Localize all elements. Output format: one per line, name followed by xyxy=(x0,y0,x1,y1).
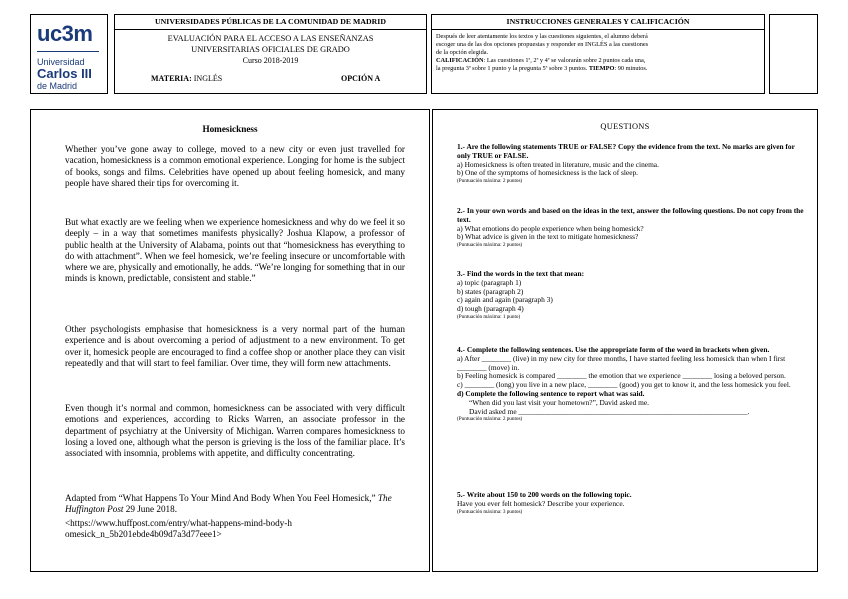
question-4-item-c: c) ________ (long) you live in a new place, ________ (good) you get to know it, and the less homesick you feel. xyxy=(457,380,791,390)
question-4-score: (Puntuación máxima: 2 puntos) xyxy=(457,416,523,423)
question-4-quote: “When did you last visit your hometown?”, David asked me. xyxy=(469,397,650,407)
university-heading: UNIVERSIDADES PÚBLICAS DE LA COMUNIDAD DE MADRID xyxy=(155,17,386,26)
source-date: 29 June 2018. xyxy=(123,504,178,515)
logo-line-2: Carlos III xyxy=(37,66,92,81)
subject-line xyxy=(151,74,222,83)
grading-line-2 xyxy=(436,65,647,72)
reading-title: Homesickness xyxy=(202,124,258,134)
instructions-box xyxy=(431,14,765,94)
question-1-score: (Puntuación máxima: 2 puntos) xyxy=(457,178,523,185)
option-label: OPCIÓN A xyxy=(341,74,381,83)
grading-text-1: : Las cuestiones 1ª, 2ª y 4ª se valorarán sobre 2 puntos cada una, xyxy=(483,57,646,64)
time-label: TIEMPO xyxy=(588,65,615,72)
source-text: Adapted from “What Happens To Your Mind And Body When You Feel Homesick,” xyxy=(65,493,378,503)
exam-header xyxy=(114,14,427,94)
logo-divider xyxy=(37,51,99,52)
logo-line-1: Universidad xyxy=(37,57,85,67)
question-2 xyxy=(457,207,807,249)
question-3-score: (Puntuación máxima: 1 punto) xyxy=(457,313,521,320)
question-3-item-d: d) tough (paragraph 4) xyxy=(457,304,524,314)
header-divider xyxy=(115,29,426,30)
instructions-divider xyxy=(432,29,764,30)
course-year: Curso 2018-2019 xyxy=(242,56,299,65)
source-url: <https://www.huffpost.com/entry/what-happens-mind-body-homesick_n_5b201ebde4b09d7a3d77eee1> xyxy=(65,518,292,540)
question-2-item-a: a) What emotions do people experience when being homesick? xyxy=(457,223,644,233)
question-2-prompt: 2.- In your own words and based on the ideas in the text, answer the following questions. Do not copy from the text. xyxy=(457,206,804,224)
question-5-topic: Have you ever felt homesick? Describe your experience. xyxy=(457,498,625,508)
grading-label: CALIFICACIÓN xyxy=(436,57,484,64)
grading-line-1 xyxy=(436,57,645,64)
question-4-item-d: d) Complete the following sentence to report what was said. xyxy=(457,388,645,398)
exam-title-line-1: EVALUACIÓN PARA EL ACCESO A LAS ENSEÑANZAS xyxy=(167,34,374,43)
question-3-item-a: a) topic (paragraph 1) xyxy=(457,277,522,287)
grading-text-2: la pregunta 3ª sobre 1 punto y la pregunta 5ª sobre 3 puntos. xyxy=(436,65,589,72)
instructions-line-3: de la opción elegida. xyxy=(436,49,489,56)
logo-line-3: de Madrid xyxy=(37,81,78,91)
source-publication: The Huffington Post xyxy=(65,493,392,515)
question-5-prompt: 5.- Write about 150 to 200 words on the following topic. xyxy=(457,490,632,499)
question-4-prompt: 4.- Complete the following sentences. Use the appropriate form of the word in brackets when given. xyxy=(457,345,770,354)
instructions-line-1: Después de leer atentamente los textos y las cuestiones siguientes, el alumno deberá xyxy=(436,33,648,40)
question-5-score: (Puntuación máxima: 3 puntos) xyxy=(457,508,523,515)
subject-value: INGLÉS xyxy=(193,74,223,83)
question-1 xyxy=(457,143,807,185)
university-logo xyxy=(30,14,108,94)
question-1-prompt: 1.- Are the following statements TRUE or FALSE? Copy the evidence from the text. No marks are given for only TRUE or FALSE. xyxy=(457,142,795,160)
question-2-score: (Puntuación máxima: 2 puntos) xyxy=(457,242,523,249)
exam-title-line-2: UNIVERSITARIAS OFICIALES DE GRADO xyxy=(191,45,350,54)
question-4 xyxy=(457,346,807,423)
grade-box xyxy=(769,14,818,94)
paragraph-4: Even though it’s normal and common, homesickness can be associated with very difficult emotions and experiences, according to Ricks Warren, an associate professor in the department of psychiatry at the University of Michigan. Warren compares homesickness to losing a loved one, although what the person is grieving is the loss of the familiar place. It’s associated with insomnia, problems with appetite, and difficulty concentrating. xyxy=(65,403,405,459)
paragraph-3: Other psychologists emphasise that homesickness is a very normal part of the human experience and is about overcoming a period of adjustment to a new environment. To get over it, homesick people are encouraged to find a coffee shop or another place they can visit repeatedly and that will start to feel familiar. Over time, they will form new attachments. xyxy=(65,324,405,368)
question-4-item-b: b) Feeling homesick is compared ________ the emotion that we experience ________ losing a beloved person. xyxy=(457,371,786,381)
time-value: : 90 minutos. xyxy=(614,65,648,72)
instructions-title: INSTRUCCIONES GENERALES Y CALIFICACIÓN xyxy=(506,17,690,26)
questions-panel xyxy=(432,109,818,572)
question-4-item-a: a) After ________ (live) in my new city for three months, I have started feeling less homesick than when I first ________ (move) in. xyxy=(457,353,786,372)
paragraph-2: But what exactly are we feeling when we experience homesickness and why do we feel it so deeply – in a way that sometimes manifests physically? Joshua Klapow, a professor of public health at the University of Alabama, points out that “homesickness has everything to do with attachment”. When we feel homesick, we’re feeling insecure or uncomfortable with where we are, physically and emotionally, he adds. “We’re longing for something that in our minds is known, predictable, consistent and stable.” xyxy=(65,217,405,284)
instructions-line-2: escoger una de las dos opciones propuestas y responder en INGLÉS a las cuestiones xyxy=(436,41,649,48)
paragraph-1: Whether you’ve gone away to college, moved to a new city or even just travelled for vacation, homesickness is a common emotional experience. Longing for home is the subject of books, songs and films. Celebrities have opened up about feeling homesick, and many people have shared their tips for overcoming it. xyxy=(65,144,405,188)
question-5 xyxy=(457,491,807,516)
question-4-answer-line: David asked me ______________________________________________________________. xyxy=(469,406,750,416)
source-citation xyxy=(65,493,405,516)
question-3-item-b: b) states (paragraph 2) xyxy=(457,286,524,296)
logo-brand: uc3m xyxy=(37,21,93,46)
question-3-prompt: 3.- Find the words in the text that mean: xyxy=(457,269,585,278)
question-3-item-c: c) again and again (paragraph 3) xyxy=(457,295,553,305)
question-1-item-a: a) Homesickness is often treated in literature, music and the cinema. xyxy=(457,159,659,169)
questions-title: QUESTIONS xyxy=(600,122,650,131)
reading-panel xyxy=(30,109,430,572)
question-1-item-b: b) One of the symptoms of homesickness is the lack of sleep. xyxy=(457,168,639,178)
subject-label: MATERIA: xyxy=(151,74,192,83)
question-2-item-b: b) What advice is given in the text to mitigate homesickness? xyxy=(457,232,639,242)
question-3 xyxy=(457,270,807,321)
